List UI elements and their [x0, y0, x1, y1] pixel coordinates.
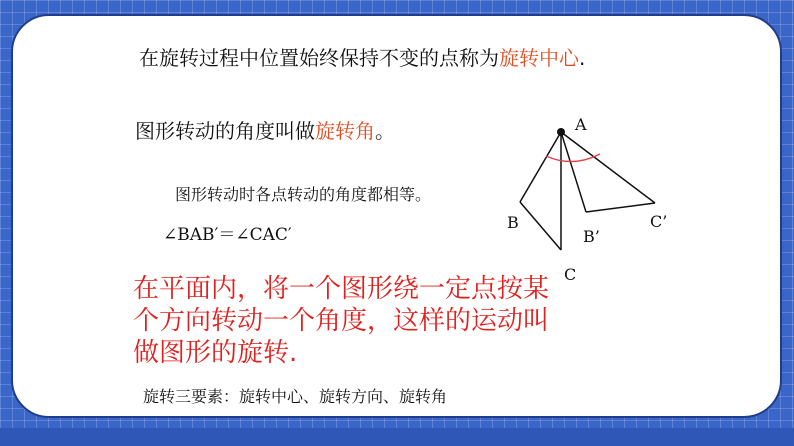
angle-prefix: 图形转动的角度叫做 [135, 119, 315, 143]
angle-equation: ∠BAB′＝∠CAC′ [163, 225, 292, 245]
content-card [11, 14, 782, 418]
rotation-definition-text: 在平面内，将一个图形绕一定点按某个方向转动一个角度，这样的运动叫做图形的旋转. [133, 274, 550, 368]
three-elements-items: 旋转中心、旋转方向、旋转角 [239, 387, 448, 406]
label-a: A [575, 116, 587, 134]
rotation-angle-definition [135, 115, 395, 144]
angle-suffix: 。 [375, 119, 395, 143]
three-elements-label: 旋转三要素： [143, 387, 240, 406]
definition-term: 旋转中心 [499, 46, 579, 70]
label-b-prime: B’ [583, 227, 600, 246]
rotation-center-point [557, 128, 565, 136]
segment-ab-prime [561, 132, 586, 212]
segment-ac-prime [561, 132, 655, 203]
segment-ab [520, 132, 561, 202]
segment-bc [520, 202, 561, 250]
three-elements [143, 384, 447, 407]
rotation-center-definition [139, 42, 585, 71]
label-c: C [564, 265, 577, 284]
angle-term: 旋转角 [315, 119, 375, 143]
label-c-prime: C’ [650, 212, 668, 231]
label-b: B [507, 213, 519, 232]
definition-suffix: . [579, 46, 586, 70]
rotation-diagram [483, 116, 703, 286]
segment-bc-prime [586, 203, 655, 212]
definition-prefix: 在旋转过程中位置始终保持不变的点称为 [139, 46, 499, 70]
bottom-band [0, 428, 794, 446]
angle-property-text: 图形转动时各点转动的角度都相等。 [175, 185, 432, 204]
